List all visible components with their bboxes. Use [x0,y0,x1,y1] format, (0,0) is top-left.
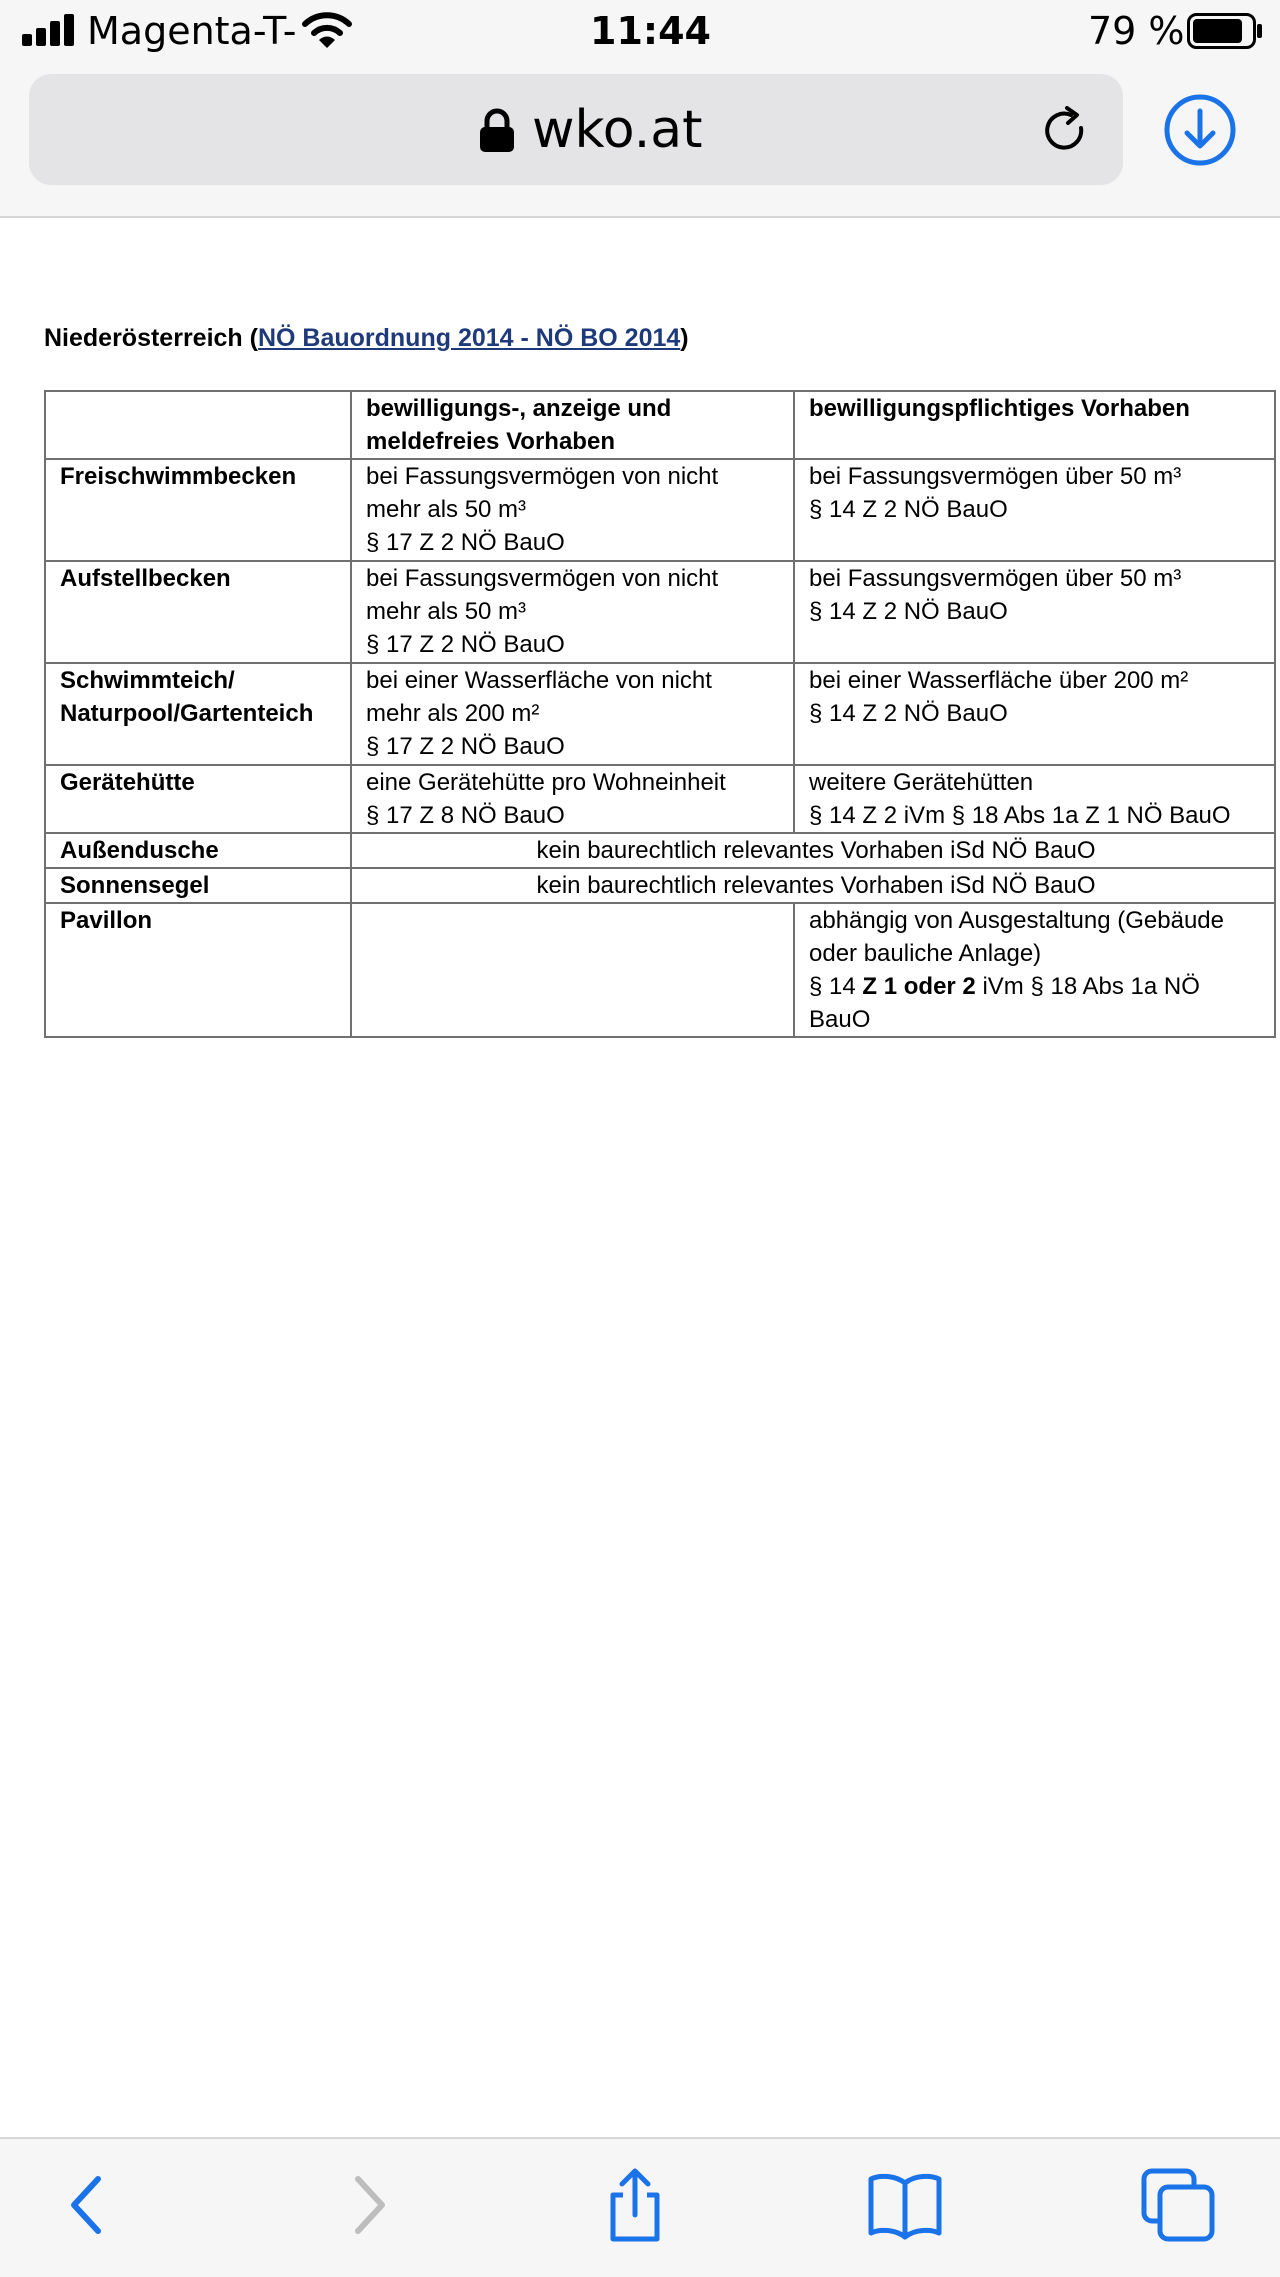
cell-line: kein baurechtlich relevantes Vorhaben iSd NÖ BauO [536,872,1096,899]
row-label-text: Pavillon [60,907,153,934]
cell-line: mehr als 200 m² [366,700,540,727]
cell-line: kein baurechtlich relevantes Vorhaben iSd NÖ BauO [536,837,1096,864]
cell-line: § 17 Z 2 NÖ BauO [366,631,565,658]
merged-cell [351,833,1275,868]
back-icon[interactable] [52,2167,128,2243]
cell-line: bei Fassungsvermögen über 50 m³ [809,565,1182,592]
clock: 11:44 [590,9,711,53]
table-row [45,868,1275,903]
cell-line: bei einer Wasserfläche über 200 m² [809,667,1189,694]
free-cell [351,459,794,561]
address-bar[interactable] [29,74,1123,185]
header-free-line: meldefreies Vorhaben [366,428,615,455]
header-permit-line: bewilligungspflichtiges Vorhaben [809,395,1190,422]
carrier-name: Magenta-T- [87,9,297,53]
ref-text: iVm § 18 Abs 1a NÖ [975,973,1200,1000]
regulation-table [44,390,1276,1038]
row-label [45,833,351,868]
row-label [45,459,351,561]
ref-bold: 2 [962,973,976,1000]
cell-line: weitere Gerätehütten [809,769,1034,796]
row-label [45,903,351,1037]
cell-line: § 17 Z 2 NÖ BauO [366,733,565,760]
cell-line: bei Fassungsvermögen über 50 m³ [809,463,1182,490]
battery-percentage: 79 % [1088,9,1185,53]
browser-header [0,62,1280,218]
cell-line: BauO [809,1006,871,1033]
row-label-text: Außendusche [60,837,219,864]
table-row [45,663,1275,765]
share-icon[interactable] [597,2167,673,2243]
row-label [45,561,351,663]
tabs-icon[interactable] [1140,2167,1216,2243]
permit-cell [794,765,1275,833]
free-cell [351,663,794,765]
row-label-text: Sonnensegel [60,872,210,899]
cell-line: mehr als 50 m³ [366,496,527,523]
battery-icon [1187,13,1263,49]
row-label-text: Schwimmteich/ [60,667,235,694]
heading-prefix: Niederösterreich ( [44,324,258,352]
legal-reference [809,970,1266,1003]
cell-line: bei einer Wasserfläche von nicht [366,667,712,694]
cell-line: mehr als 50 m³ [366,598,527,625]
document-heading [44,320,689,356]
signal-icon [22,14,74,46]
header-free-line: bewilligungs-, anzeige und [366,395,672,422]
cell-line: § 14 Z 2 NÖ BauO [809,598,1008,625]
cell-line: § 14 Z 2 NÖ BauO [809,700,1008,727]
cell-line: § 14 Z 2 iVm § 18 Abs 1a Z 1 NÖ BauO [809,802,1231,829]
reload-icon[interactable] [1041,106,1091,156]
row-label [45,868,351,903]
forward-icon[interactable] [328,2167,404,2243]
download-icon[interactable] [1163,93,1237,167]
ref-bold: Z 1 [862,973,898,1000]
free-cell [351,903,794,1037]
status-bar [0,0,1280,62]
ref-text: § 14 [809,973,863,1000]
cell-line: § 17 Z 8 NÖ BauO [366,802,565,829]
header-empty-cell [45,391,351,459]
browser-toolbar [0,2137,1280,2277]
row-label [45,663,351,765]
table-row [45,561,1275,663]
url-text[interactable]: wko.at [532,100,703,160]
cell-line: abhängig von Ausgestaltung (Gebäude [809,907,1224,934]
permit-cell [794,459,1275,561]
heading-suffix: ) [680,324,689,352]
header-free-column [351,391,794,459]
free-cell [351,765,794,833]
table-row [45,833,1275,868]
table-row [45,765,1275,833]
lock-icon [477,108,517,152]
cell-line: bei Fassungsvermögen von nicht [366,463,719,490]
free-cell [351,561,794,663]
cell-line: oder bauliche Anlage) [809,940,1042,967]
row-label-text: Naturpool/Gartenteich [60,700,314,727]
permit-cell [794,903,1275,1037]
row-label [45,765,351,833]
row-label-text: Gerätehütte [60,769,195,796]
header-permit-column [794,391,1275,459]
ref-bold: oder [897,973,963,1000]
permit-cell [794,561,1275,663]
merged-cell [351,868,1275,903]
cell-line: § 14 Z 2 NÖ BauO [809,496,1008,523]
bookmarks-icon[interactable] [867,2167,943,2243]
row-label-text: Freischwimmbecken [60,463,297,490]
cell-line: eine Gerätehütte pro Wohneinheit [366,769,726,796]
table-row [45,459,1275,561]
table-row [45,903,1275,1037]
cell-line: § 17 Z 2 NÖ BauO [366,529,565,556]
row-label-text: Aufstellbecken [60,565,231,592]
table-header-row [45,391,1275,459]
wifi-icon [302,10,352,50]
cell-line: bei Fassungsvermögen von nicht [366,565,719,592]
permit-cell [794,663,1275,765]
bauordnung-link[interactable]: NÖ Bauordnung 2014 - NÖ BO 2014 [257,324,681,352]
